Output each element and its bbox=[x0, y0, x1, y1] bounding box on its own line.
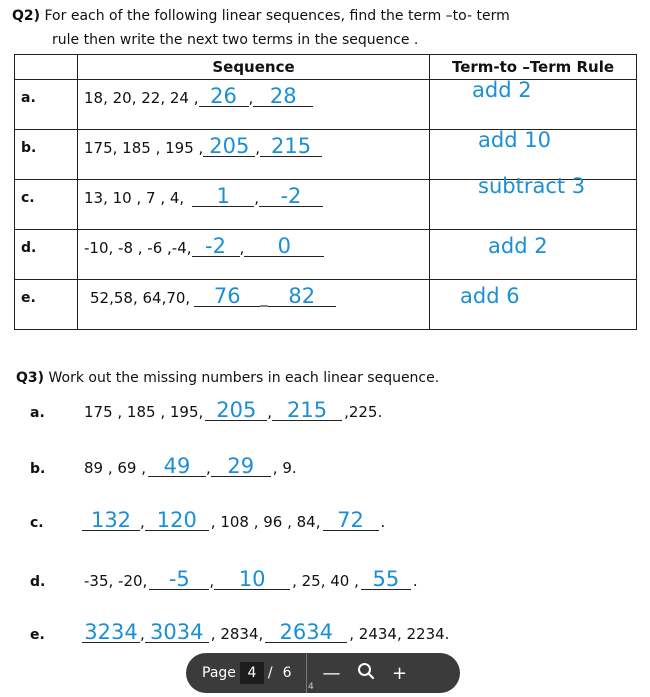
answer-term-2: 0 bbox=[244, 236, 324, 257]
answer-blank: -5 bbox=[149, 569, 209, 590]
zoom-icon[interactable] bbox=[349, 662, 383, 685]
answer-blank: 72 bbox=[323, 510, 379, 531]
q3-label: c. bbox=[30, 515, 44, 531]
q3-text: 175 , 185 , 195, bbox=[84, 403, 204, 421]
q2-number: Q2) bbox=[12, 8, 41, 24]
row-sequence: 18, 20, 22, 24 , bbox=[84, 89, 199, 107]
row-sequence: -10, -8 , -6 ,-4, bbox=[84, 239, 192, 257]
row-sequence: 175, 185 , 195 , bbox=[84, 139, 204, 157]
answer-term-2: -2 bbox=[259, 186, 323, 207]
q3-text: , 108 , 96 , 84, bbox=[210, 513, 321, 531]
answer-rule: add 10 bbox=[478, 128, 551, 152]
answer-term-1: -2 bbox=[192, 236, 240, 257]
answer-rule: subtract 3 bbox=[478, 174, 586, 198]
answer-term-1: 76 bbox=[194, 286, 260, 307]
page-hint: 4 bbox=[308, 682, 314, 692]
q3-text: , 25, 40 , bbox=[292, 572, 359, 590]
q3-text: , 9. bbox=[272, 459, 297, 477]
total-pages bbox=[283, 665, 292, 681]
q3-label: e. bbox=[30, 627, 45, 643]
q3-item-e: e. 3234 , 3034 , 2834, 2634 , 2434, 2234. bbox=[30, 620, 450, 644]
toolbar-divider bbox=[306, 653, 307, 693]
sequence-table bbox=[14, 54, 637, 330]
table-row: c. 13, 10 , 7 , 4, 1 , -2 subtract 3 bbox=[15, 180, 637, 230]
zoom-out-button[interactable]: — bbox=[322, 662, 341, 684]
header-rule: Term-to –Term Rule bbox=[430, 55, 637, 80]
magnifier-icon bbox=[357, 662, 375, 680]
answer-blank: 215 bbox=[272, 400, 342, 421]
table-row: a. 18, 20, 22, 24 , 26 , 28 add 2 bbox=[15, 80, 637, 130]
table-row: d. -10, -8 , -6 ,-4, -2 , 0 add 2 bbox=[15, 230, 637, 280]
answer-rule: add 2 bbox=[488, 234, 548, 258]
table-row: b. 175, 185 , 195 , 205 , 215 add 10 bbox=[15, 130, 637, 180]
row-label: a. bbox=[21, 90, 36, 106]
q3-label: b. bbox=[30, 461, 46, 477]
answer-blank: 120 bbox=[145, 510, 209, 531]
q3-item-d: d. -35, -20, -5 , 10 , 25, 40 , 55 . bbox=[30, 567, 418, 591]
zoom-in-button[interactable]: + bbox=[392, 662, 408, 684]
answer-rule: add 6 bbox=[460, 284, 520, 308]
answer-rule: add 2 bbox=[472, 78, 532, 102]
answer-term-1: 1 bbox=[192, 186, 254, 207]
q2-line1: For each of the following linear sequences, find the term –to- term bbox=[44, 8, 510, 24]
answer-term-2: 82 bbox=[268, 286, 336, 307]
header-label-col bbox=[15, 55, 78, 80]
q3-text: . bbox=[412, 572, 418, 590]
page-separator: / bbox=[267, 665, 273, 681]
page-label: Page bbox=[202, 665, 236, 681]
answer-blank: 132 bbox=[82, 510, 140, 531]
q3-text: , 2434, 2234. bbox=[349, 625, 450, 643]
answer-term-1: 205 bbox=[203, 136, 255, 157]
q3-item-b: b. 89 , 69 , 49 , 29 , 9. bbox=[30, 454, 297, 478]
answer-blank: 49 bbox=[148, 456, 206, 477]
q3-text: 89 , 69 , bbox=[84, 459, 147, 477]
q3-item-c: c. 132 , 120 , 108 , 96 , 84, 72 . bbox=[30, 508, 386, 532]
q2-instructions bbox=[12, 8, 510, 24]
answer-term-1: 26 bbox=[199, 86, 249, 107]
row-label: c. bbox=[21, 190, 35, 206]
row-sequence: 52,58, 64,70, bbox=[90, 289, 191, 307]
answer-term-2: 215 bbox=[260, 136, 322, 157]
answer-term-2: 28 bbox=[253, 86, 313, 107]
answer-blank: 2634 bbox=[265, 622, 347, 643]
answer-blank: 3234 bbox=[82, 622, 140, 643]
answer-blank: 10 bbox=[214, 569, 290, 590]
q3-title: Work out the missing numbers in each linear sequence. bbox=[48, 370, 440, 386]
table-row: e. 52,58, 64,70, 76 _ 82 add 6 bbox=[15, 280, 637, 330]
row-sequence: 13, 10 , 7 , 4, bbox=[84, 189, 185, 207]
q3-instructions bbox=[16, 370, 439, 386]
answer-blank: 55 bbox=[361, 569, 411, 590]
q3-number: Q3) bbox=[16, 370, 45, 386]
answer-blank: 3034 bbox=[145, 622, 209, 643]
answer-blank: 29 bbox=[211, 456, 271, 477]
page-number-input[interactable]: 4 bbox=[240, 662, 264, 684]
q3-text: ,225. bbox=[344, 403, 383, 421]
pdf-page-toolbar bbox=[186, 653, 460, 693]
row-label: b. bbox=[21, 140, 37, 156]
q3-text: , 2834, bbox=[210, 625, 264, 643]
total-pages-value: 6 bbox=[282, 665, 292, 681]
q3-label: d. bbox=[30, 574, 46, 590]
q3-label: a. bbox=[30, 405, 45, 421]
q3-item-a: a. 175 , 185 , 195, 205 , 215 ,225. bbox=[30, 398, 383, 422]
header-sequence: Sequence bbox=[78, 55, 430, 80]
answer-blank: 205 bbox=[205, 400, 267, 421]
q2-line2: rule then write the next two terms in the sequence . bbox=[52, 32, 419, 48]
q3-text: -35, -20, bbox=[84, 572, 148, 590]
row-label: d. bbox=[21, 240, 37, 256]
row-label: e. bbox=[21, 290, 36, 306]
q3-text: . bbox=[380, 513, 386, 531]
